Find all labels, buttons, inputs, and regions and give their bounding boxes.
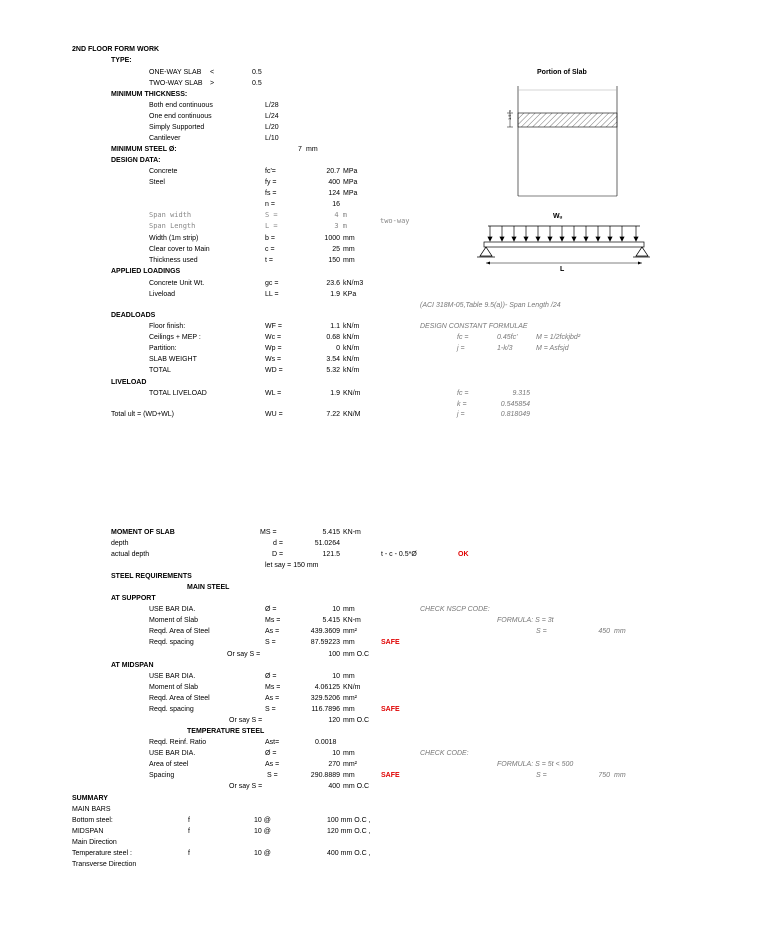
midspan-summary-label: MIDSPAN [72,828,104,835]
main-bars-label: MAIN BARS [72,806,111,813]
moment-sym: MS = [260,529,277,536]
svg-text:1.5 m: 1.5 m [507,109,512,120]
total-live-label: TOTAL LIVELOAD [149,390,207,397]
fs-val: 124 [328,190,340,197]
support-row-label: Reqd. spacing [149,639,194,646]
slab-portion-diagram [500,80,640,205]
slab-strip-hatch [518,113,617,127]
bottom-steel-f: f [188,817,190,824]
temp-orsay-label: Or say S = [229,783,263,790]
midspan-row-unit: mm [343,706,355,713]
dead-row-sym: WD = [265,367,283,374]
thick-label: Thickness used [149,257,198,264]
support-row-sym: As = [265,628,280,635]
dead-row-unit: kN/m [343,334,360,341]
support-row-sym: S = [265,639,276,646]
dead-row-label: Partition: [149,345,177,352]
steel-label: Steel [149,179,165,186]
min-thickness-label: MINIMUM THICKNESS: [111,91,188,98]
temp-row-val: 0.0018 [315,739,337,746]
one-way-val: 0.5 [252,69,262,76]
liveload-section-label: LIVELOAD [111,379,147,386]
dead-row-label: SLAB WEIGHT [149,356,197,363]
midspan-row-sym: S = [265,706,276,713]
total-ult-val: 7.22 [326,411,340,418]
at-midspan-label: AT MIDSPAN [111,662,154,669]
right-support [636,247,648,256]
actual-depth-formula: t - c - 0.5*Ø [381,551,417,558]
formula-fc-val: 0.45fc' [497,334,518,341]
dead-row-label: Ceilings + MEP : [149,334,201,341]
support-row-label: Reqd. Area of Steel [149,628,210,635]
midspan-row-unit: KN/m [343,684,361,691]
midspan-row-label: Moment of Slab [149,684,199,691]
support-orsay-val: 100 [328,651,340,658]
nscp-formula: FORMULA: S = 3t [497,617,554,624]
dead-row-unit: kN/m [343,345,360,352]
midspan-orsay-label: Or say S = [229,717,263,724]
total-ult-label: Total ult = (WD+WL) [111,411,175,418]
bottom-steel-label: Bottom steel: [72,817,113,824]
width-sym: b = [265,235,275,242]
two-way-note: two-way [380,217,410,225]
n-val: 16 [332,201,340,208]
depth-label: depth [111,540,129,547]
min-thk-row-val: L/28 [265,102,279,109]
temp-row-sym: As = [265,761,280,768]
formula-fc-sym: fc = [457,334,469,341]
temp-orsay-unit: mm O.C [343,783,370,790]
temp-s-unit: mm [614,772,626,779]
support-row-label: Moment of Slab [149,617,199,624]
transverse-direction-label: Transverse Direction [72,861,137,868]
midspan-row-sym: Ms = [265,684,281,691]
temp-row-sym: Ast= [265,739,280,746]
support-row-val: 5.415 [322,617,340,624]
depth-sym: d = [273,540,283,547]
wu-label: Wᵤ [553,213,563,220]
temperature-steel-label: Temperature steel : [72,850,132,857]
concrete-val: 20.7 [326,168,340,175]
steel-sym: fy = [265,179,277,186]
support-row-unit: KN-m [343,617,361,624]
temp-row-unit: mm² [343,761,357,768]
dead-row-val: 0.68 [326,334,340,341]
check-code-label: CHECK CODE: [420,750,469,757]
cover-unit: mm [343,246,355,253]
main-steel-label: MAIN STEEL [187,584,230,591]
two-way-sym: > [210,80,215,87]
portion-of-slab-title: Portion of Slab [537,69,587,76]
dead-row-sym: WF = [265,323,282,330]
total-ult-unit: KN/M [343,411,361,418]
design-data-label: DESIGN DATA: [111,157,161,164]
support-row-unit: mm [343,606,355,613]
safe-badge: SAFE [381,706,400,713]
midspan-row-val: 4.06125 [314,684,340,691]
temp-row-unit: mm [343,750,355,757]
dead-row-val: 3.54 [326,356,340,363]
liveload-unit: KPa [343,291,357,298]
n-sym: n = [265,201,275,208]
midspan-orsay-val: 120 [328,717,340,724]
type-label: TYPE: [111,57,132,64]
temp-formula: FORMULA: S = 5t < 500 [497,761,574,768]
actual-depth-sym: D = [272,551,284,558]
concrete-unit: MPa [343,168,358,175]
width-label: Width (1m strip) [149,235,199,242]
unit-wt-sym: gc = [265,280,279,287]
midspan-row-val: 329.5206 [310,695,340,702]
j-calc-val: 0.818049 [500,411,530,418]
dead-row-val: 0 [336,345,340,352]
midspan-row-unit: mm² [343,695,357,702]
main-direction-label: Main Direction [72,839,117,846]
temp-row-sym: Ø = [265,750,277,757]
total-live-val: 1.9 [330,390,340,397]
left-support [480,247,492,256]
temp-row-label: Spacing [149,772,175,779]
check-nscp-label: CHECK NSCP CODE: [420,606,490,613]
midspan-row-label: Reqd. Area of Steel [149,695,210,702]
moment-label: MOMENT OF SLAB [111,529,175,536]
span-length-val: 3 m [334,222,347,230]
min-thk-row-label: One end continuous [149,113,212,120]
design-constant-label: DESIGN CONSTANT FORMULAE [420,323,528,330]
one-way-label: ONE-WAY SLAB [149,69,202,76]
actual-depth-val: 121.5 [322,551,340,558]
width-val: 1000 [324,235,340,242]
formula-j-sym: j = [457,345,465,352]
span-width-sym: S = [265,211,278,219]
dead-row-sym: Ws = [265,356,282,363]
aci-note: (ACI 318M-05,Table 9.5(a))- Span Length /24 [420,302,561,309]
moment-unit: KN-m [343,529,361,536]
cover-label: Clear cover to Main [149,246,210,253]
let-say: let say = 150 mm [265,562,319,569]
min-thk-row-label: Cantilever [149,135,181,142]
steel-val: 400 [328,179,340,186]
support-row-unit: mm² [343,628,357,635]
midspan-row-unit: mm [343,673,355,680]
k-calc-label: k = [457,401,467,408]
min-thk-row-val: L/10 [265,135,279,142]
min-steel-unit: mm [306,146,318,153]
liveload-sym: LL = [265,291,279,298]
midspan-summary-f: f [188,828,190,835]
load-arrows [488,226,638,241]
formula-m1: M = 1/2fckjbd² [536,334,581,341]
width-unit: mm [343,235,355,242]
dead-row-sym: Wc = [265,334,282,341]
steel-unit: MPa [343,179,358,186]
nscp-s-val: 450 [598,628,610,635]
bottom-steel-dia: 10 @ [254,817,271,824]
support-orsay-unit: mm O.C [343,651,370,658]
dead-row-sym: Wp = [265,345,282,352]
summary-label: SUMMARY [72,795,108,802]
thick-val: 150 [328,257,340,264]
beam-load-diagram [476,220,651,270]
unit-wt-val: 23.6 [326,280,340,287]
span-width-val: 4 m [334,211,347,219]
span-l-label: L [560,266,565,273]
midspan-row-label: USE BAR DIA. [149,673,196,680]
midspan-row-val: 10 [332,673,340,680]
min-thk-row-val: L/20 [265,124,279,131]
unit-wt-unit: kN/m3 [343,280,364,287]
dead-row-val: 5.32 [326,367,340,374]
min-thk-row-label: Simply Supported [149,124,205,131]
temp-row-val: 290.8889 [310,772,340,779]
min-thk-row-label: Both end continuous [149,102,213,109]
min-steel-val: 7 [298,146,302,153]
cover-val: 25 [332,246,340,253]
cover-sym: c = [265,246,275,253]
bottom-steel-val: 100 mm O.C , [327,817,371,824]
liveload-val: 1.9 [330,291,340,298]
depth-val: 51.0264 [314,540,340,547]
support-row-val: 439.3609 [310,628,340,635]
temp-s-val: 750 [598,772,610,779]
support-row-sym: Ms = [265,617,281,624]
fc-calc-label: fc = [457,390,469,397]
nscp-s-unit: mm [614,628,626,635]
fs-unit: MPa [343,190,358,197]
one-way-sym: < [210,69,215,76]
doc-title: 2ND FLOOR FORM WORK [72,46,160,53]
j-calc-label: j = [457,411,465,418]
ok-badge: OK [458,551,469,558]
total-live-sym: WL = [265,390,282,397]
midspan-row-sym: As = [265,695,280,702]
concrete-sym: fc'= [265,168,276,175]
two-way-val: 0.5 [252,80,262,87]
temp-row-sym: S = [267,772,278,779]
temp-row-label: Reqd. Reinf. Ratio [149,739,207,746]
min-steel-label: MINIMUM STEEL Ø: [111,146,177,153]
formula-m2: M = Asfsjd [536,345,569,352]
dead-row-unit: kN/m [343,367,360,374]
liveload-label: Liveload [149,291,176,298]
deadloads-label: DEADLOADS [111,312,156,319]
dead-row-val: 1.1 [330,323,340,330]
dead-row-label: Floor finish: [149,323,186,330]
span-length-label: Span Length [149,222,196,230]
temperature-steel-dia: 10 @ [254,850,271,857]
two-way-label: TWO-WAY SLAB [149,80,203,87]
temp-row-val: 10 [332,750,340,757]
total-live-unit: KN/m [343,390,361,397]
concrete-label: Concrete [149,168,178,175]
beam [484,242,644,247]
temp-steel-label: TEMPERATURE STEEL [187,728,265,735]
support-row-sym: Ø = [265,606,277,613]
k-calc-val: 0.545854 [500,401,530,408]
midspan-summary-val: 120 mm O.C , [327,828,371,835]
fc-calc-val: 9.315 [512,390,530,397]
temp-row-unit: mm [343,772,355,779]
total-ult-sym: WU = [265,411,283,418]
safe-badge: SAFE [381,772,400,779]
midspan-summary-dia: 10 @ [254,828,271,835]
dead-row-label: TOTAL [149,367,171,374]
temp-orsay-val: 400 [328,783,340,790]
thick-unit: mm [343,257,355,264]
applied-label: APPLIED LOADINGS [111,268,181,275]
midspan-row-sym: Ø = [265,673,277,680]
moment-val: 5.415 [322,529,340,536]
support-row-label: USE BAR DIA. [149,606,196,613]
midspan-orsay-unit: mm O.C [343,717,370,724]
thick-sym: t = [265,257,273,264]
temp-s-label: S = [536,772,547,779]
support-row-unit: mm [343,639,355,646]
midspan-row-val: 116.7896 [311,706,340,713]
span-width-label: Span width [149,211,192,219]
formula-j-val: 1-k/3 [497,345,513,352]
temperature-steel-val: 400 mm O.C , [327,850,371,857]
nscp-s-label: S = [536,628,547,635]
at-support-label: AT SUPPORT [111,595,156,602]
temp-row-val: 270 [328,761,340,768]
dead-row-unit: kN/m [343,323,360,330]
safe-badge: SAFE [381,639,400,646]
support-row-val: 10 [332,606,340,613]
unit-wt-label: Concrete Unit Wt. [149,280,205,287]
midspan-row-label: Reqd. spacing [149,706,194,713]
steel-req-label: STEEL REQUIREMENTS [111,573,192,580]
support-row-val: 87.59223 [310,639,340,646]
span-length-sym: L = [265,222,278,230]
temp-row-label: USE BAR DIA. [149,750,196,757]
temperature-steel-f: f [188,850,190,857]
fs-sym: fs = [265,190,277,197]
temp-row-label: Area of steel [149,761,189,768]
actual-depth-label: actual depth [111,551,150,558]
dead-row-unit: kN/m [343,356,360,363]
min-thk-row-val: L/24 [265,113,279,120]
support-orsay-label: Or say S = [227,651,261,658]
